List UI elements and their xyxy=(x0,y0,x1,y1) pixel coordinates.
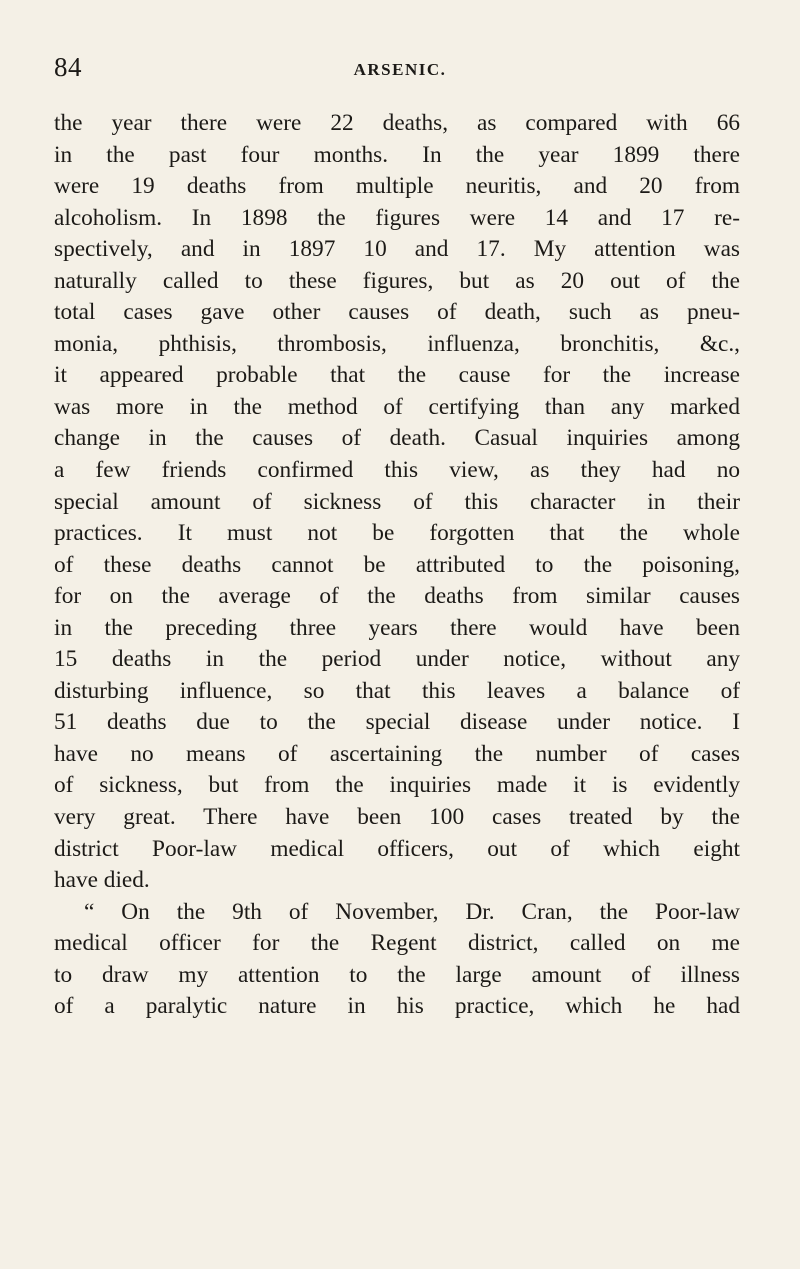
text-line: alcoholism. In 1898 the figures were 14 and 17 re- xyxy=(54,204,740,231)
text-line: monia, phthisis, thrombosis, influenza, bronchitis, &c., xyxy=(54,330,740,357)
paragraph-2 xyxy=(54,897,740,1023)
text-line: in the preceding three years there would have been xyxy=(54,614,740,641)
text-line: for on the average of the deaths from similar causes xyxy=(54,583,740,610)
paragraph-1 xyxy=(54,108,740,897)
text-line: medical officer for the Regent district, called on me xyxy=(54,930,740,957)
text-line: “ On the 9th of November, Dr. Cran, the Poor-law xyxy=(84,898,740,925)
text-line: in the past four months. In the year 1899 there xyxy=(54,141,740,168)
text-line: of a paralytic nature in his practice, which he had xyxy=(54,993,740,1020)
text-line: 51 deaths due to the special disease under notice. I xyxy=(54,709,740,736)
text-line: special amount of sickness of this character in their xyxy=(54,488,740,515)
text-line: were 19 deaths from multiple neuritis, and 20 from xyxy=(54,173,740,200)
text-line: total cases gave other causes of death, such as pneu- xyxy=(54,299,740,326)
text-line: of these deaths cannot be attributed to the poisoning, xyxy=(54,551,740,578)
body-text xyxy=(54,108,740,1023)
text-line: naturally called to these figures, but as 20 out of the xyxy=(54,267,740,294)
text-line: have died. xyxy=(54,867,150,894)
running-head: ARSENIC. xyxy=(353,60,447,79)
text-line: spectively, and in 1897 10 and 17. My attention was xyxy=(54,236,740,263)
text-line: a few friends confirmed this view, as they had no xyxy=(54,457,740,484)
text-line: the year there were 22 deaths, as compared with 66 xyxy=(54,110,740,136)
text-line: 15 deaths in the period under notice, without any xyxy=(54,646,740,673)
text-line: practices. It must not be forgotten that the whole xyxy=(54,520,740,547)
text-line: was more in the method of certifying than any marked xyxy=(54,393,740,420)
text-line: of sickness, but from the inquiries made it is evidently xyxy=(54,772,740,799)
text-line: very great. There have been 100 cases treated by the xyxy=(54,804,740,831)
page-number: 84 xyxy=(54,52,82,82)
page-header xyxy=(0,50,800,90)
text-line: to draw my attention to the large amount of illness xyxy=(54,961,740,988)
text-line: change in the causes of death. Casual inquiries among xyxy=(54,425,740,452)
text-line: disturbing influence, so that this leaves a balance of xyxy=(54,677,740,704)
text-line: district Poor-law medical officers, out of which eight xyxy=(54,835,740,862)
text-line: it appeared probable that the cause for the increase xyxy=(54,362,740,389)
text-line: have no means of ascertaining the number of cases xyxy=(54,740,740,767)
